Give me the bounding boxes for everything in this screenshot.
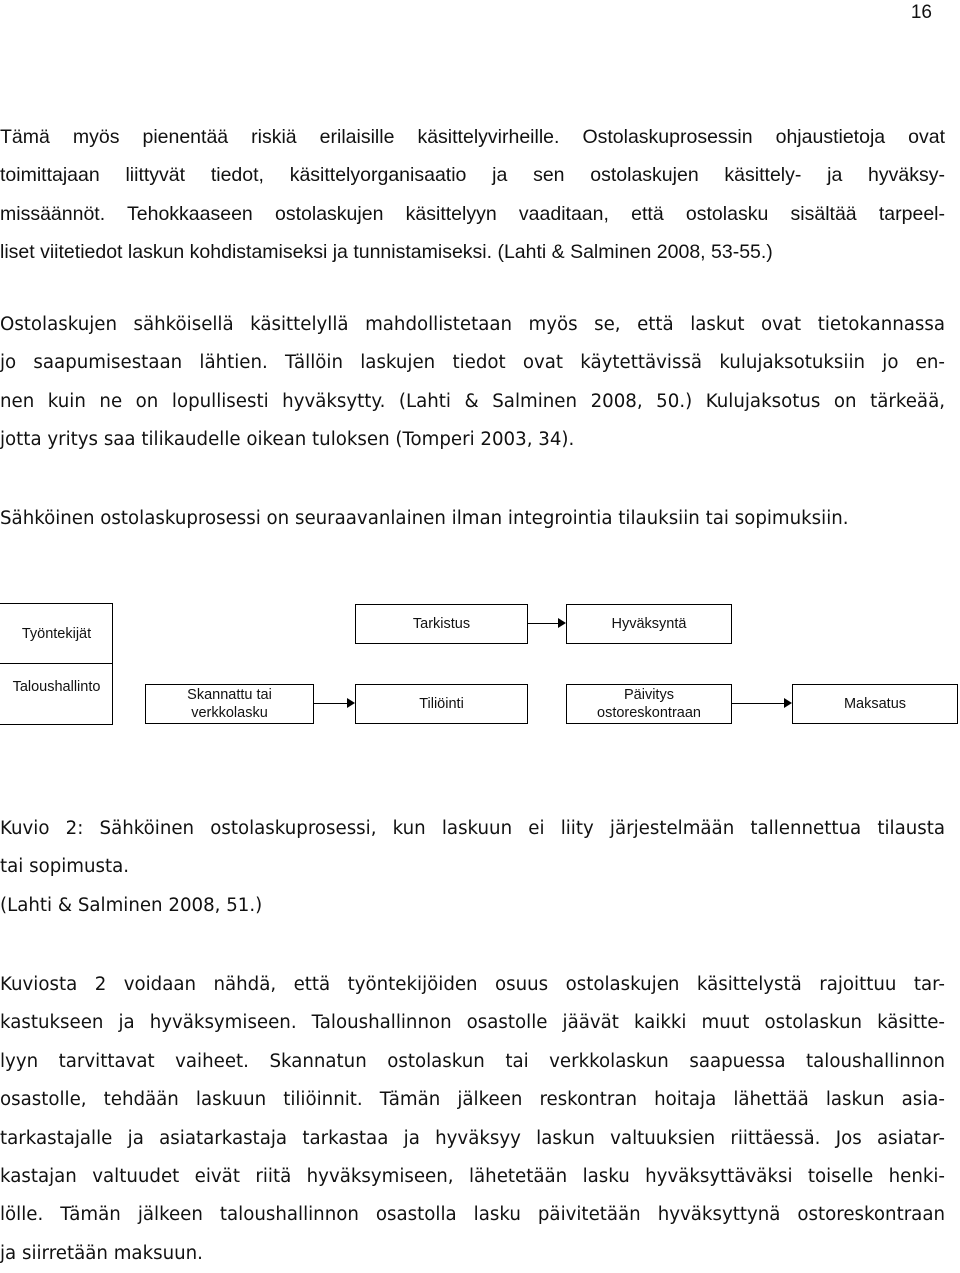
lane-label-text: Työntekijät — [21, 625, 92, 642]
text-line: jo saapumisestaan lähtien. Tällöin laskujen tiedot ovat käytettävissä kulujaksotuksiin jo en- — [0, 352, 945, 374]
lane-label-text: Taloushallinto — [12, 679, 101, 695]
paragraph-3 — [0, 500, 945, 538]
box-label: Tiliöinti — [419, 696, 464, 712]
text-line: lyyn tarvittavat vaiheet. Skannatun ostolaskun tai verkkolaskun saapuessa taloushallinnon — [0, 1050, 945, 1072]
arrow-head-icon — [784, 698, 792, 708]
text-line: toimittajaan liittyvät tiedot, käsittelyorganisaatio ja sen ostolaskujen käsittely- ja hyväksy- — [0, 164, 945, 187]
figure-caption — [0, 810, 945, 925]
text-line: liset viitetiedot laskun kohdistamiseksi ja tunnistamiseksi. (Lahti & Salminen 2008, 53-55.) — [0, 241, 773, 264]
box-label-line: verkkolasku — [191, 705, 268, 721]
text-line: tai sopimusta. — [0, 856, 130, 878]
arrow-line — [528, 623, 558, 624]
box-check — [355, 604, 528, 644]
text-line: kastukseen ja hyväksymiseen. Taloushallinnon osastolle jäävät kaikki muut ostolaskun käsitte- — [0, 1012, 945, 1034]
text-line: missäännöt. Tehokkaaseen ostolaskujen käsittelyyn vaaditaan, että ostolasku sisältää tarpeel- — [0, 202, 945, 225]
box-label: Hyväksyntä — [611, 616, 687, 632]
text-line: (Lahti & Salminen 2008, 51.) — [0, 894, 263, 916]
paragraph-4 — [0, 966, 945, 1273]
text-line: ja siirretään maksuun. — [0, 1242, 203, 1264]
box-accounting — [355, 684, 528, 724]
arrow-line — [314, 703, 347, 704]
page-number: 16 — [910, 2, 932, 23]
box-label-line: ostoreskontraan — [597, 705, 701, 721]
box-label: Tarkistus — [412, 616, 471, 632]
box-scanned-invoice — [145, 684, 314, 724]
text-line: Tämä myös pienentää riskiä erilaisille käsittelyvirheille. Ostolaskuprosessin ohjaustietoja ovat — [0, 126, 945, 148]
box-label — [187, 686, 272, 722]
box-approval — [566, 604, 732, 644]
process-diagram — [0, 595, 960, 735]
lane-label-employees — [0, 603, 113, 664]
box-label-line: Päivitys — [624, 687, 674, 703]
text-line: lölle. Tämän jälkeen taloushallinnon osastolla lasku päivitetään hyväksyttynä ostoreskontraan — [0, 1204, 945, 1226]
text-line: Kuviosta 2 voidaan nähdä, että työntekijöiden osuus ostolaskujen käsittelystä rajoittuu tar- — [0, 974, 945, 995]
paragraph-2 — [0, 306, 945, 460]
text-line: Ostolaskujen sähköisellä käsittelyllä mahdollistetaan myös se, että laskut ovat tietokannassa — [0, 314, 945, 335]
box-label-line: Skannattu tai — [187, 687, 272, 703]
text-line: nen kuin ne on lopullisesti hyväksytty. (Lahti & Salminen 2008, 50.) Kulujaksotus on tärkeää, — [0, 390, 945, 412]
lane-bottom-border — [0, 724, 113, 725]
arrow-line — [732, 703, 784, 704]
text-line: jotta yritys saa tilikaudelle oikean tuloksen (Tomperi 2003, 34). — [0, 429, 575, 451]
text-line: tarkastajalle ja asiatarkastaja tarkastaa ja hyväksyy laskun valtuuksien riittäessä. Jos asiatar- — [0, 1127, 945, 1149]
text-line: osastolle, tehdään laskuun tiliöinnit. Tämän jälkeen reskontran hoitaja lähettää laskun asia- — [0, 1089, 945, 1111]
arrow-head-icon — [558, 618, 566, 628]
arrow-head-icon — [347, 698, 355, 708]
text-line: kastajan valtuudet eivät riitä hyväksymiseen, lähetetään lasku hyväksyttäväksi toiselle henki- — [0, 1166, 945, 1188]
paragraph-1 — [0, 118, 945, 272]
lane-label-finance — [0, 675, 113, 699]
box-label: Maksatus — [843, 696, 907, 712]
box-ledger-update — [566, 684, 732, 724]
text-line: Kuvio 2: Sähköinen ostolaskuprosessi, kun laskuun ei liity järjestelmään tallennettua tilausta — [0, 818, 945, 839]
text-line: Sähköinen ostolaskuprosessi on seuraavanlainen ilman integrointia tilauksiin tai sopimuksiin. — [0, 508, 849, 529]
box-label — [597, 686, 701, 722]
box-payment — [792, 684, 958, 724]
